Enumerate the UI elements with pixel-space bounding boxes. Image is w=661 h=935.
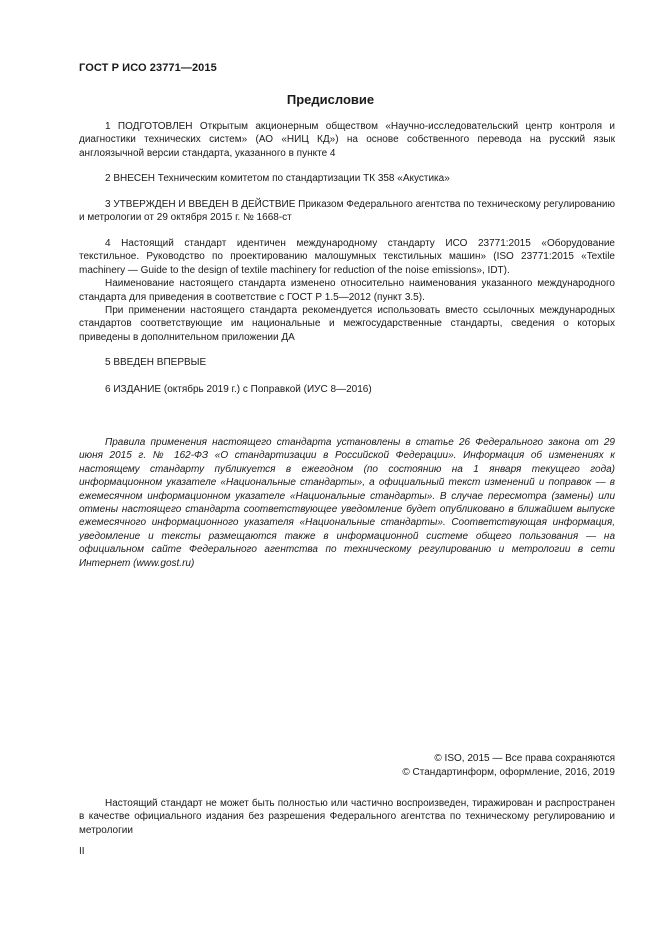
item-1-text: 1 ПОДГОТОВЛЕН Открытым акционерным обществом «Научно-исследовательский центр контроля и диагностики технических систем» (АО «НИЦ КД») на основе собственного перевода на русский язык англоязычной версии стандарта, указанного в пункте 4 xyxy=(79,121,615,159)
rules-notice xyxy=(79,436,615,570)
item-4 xyxy=(79,237,615,344)
reproduction-notice-text: Настоящий стандарт не может быть полностью или частично воспроизведен, тиражирован и распространен в качестве официального издания без разрешения Федерального агентства по техническому регулированию и метрологии xyxy=(79,798,615,836)
copyright-standartinform: © Стандартинформ, оформление, 2016, 2019 xyxy=(402,767,615,778)
item-6-text: 6 ИЗДАНИЕ (октябрь 2019 г.) с Поправкой (ИУС 8—2016) xyxy=(105,384,372,395)
item-5-text: 5 ВВЕДЕН ВПЕРВЫЕ xyxy=(105,357,207,368)
reproduction-notice xyxy=(79,797,615,837)
page-title: Предисловие xyxy=(286,92,375,107)
item-2-text: 2 ВНЕСЕН Техническим комитетом по стандартизации ТК 358 «Акустика» xyxy=(105,173,450,184)
item-6 xyxy=(79,383,615,396)
copyright-iso: © ISO, 2015 — Все права сохраняются xyxy=(434,753,615,764)
item-4-paragraph-1: 4 Настоящий стандарт идентичен международному стандарту ИСО 23771:2015 «Оборудование текстильное. Руководство по проектированию малошумных текстильных машин» (ISO 23771:2015 «Textile machinery — Guide to the design of textile machinery for reduction of the noise emissions», IDT). xyxy=(79,238,615,276)
item-5 xyxy=(79,356,615,369)
item-3-text: 3 УТВЕРЖДЕН И ВВЕДЕН В ДЕЙСТВИЕ Приказом Федерального агентства по техническому регулированию и метрологии от 29 октября 2015 г. № 1668-ст xyxy=(79,199,615,224)
document-id: ГОСТ Р ИСО 23771—2015 xyxy=(79,62,217,74)
item-1 xyxy=(79,120,615,160)
item-4-paragraph-2: Наименование настоящего стандарта изменено относительно наименования указанного международного стандарта для приведения в соответствие с ГОСТ Р 1.5—2012 (пункт 3.5). xyxy=(79,278,615,303)
page-number: II xyxy=(79,846,85,857)
item-3 xyxy=(79,198,615,225)
item-2 xyxy=(79,172,615,185)
item-4-paragraph-3: При применении настоящего стандарта рекомендуется использовать вместо ссылочных международных стандартов соответствующие им национальные и межгосударственные стандарты, сведения о которых приведены в дополнительном приложении ДА xyxy=(79,305,615,343)
rules-notice-text: Правила применения настоящего стандарта установлены в статье 26 Федерального закона от 29 июня 2015 г. № 162-ФЗ «О стандартизации в Российской Федерации». Информация об изменениях к настоящему стандарту публикуется в ежегодном (по состоянию на 1 января текущего года) информационном указателе «Национальные стандарты», а официальный текст изменений и поправок — в ежемесячном информационном указателе «Национальные стандарты». В случае пересмотра (замены) или отмены настоящего стандарта соответствующее уведомление будет опубликовано в ближайшем выпуске ежемесячного информационного указателя «Национальные стандарты». Соответствующая информация, уведомление и тексты размещаются также в информационной системе общего пользования — на официальном сайте Федерального агентства по техническому регулированию и метрологии в сети Интернет (www.gost.ru) xyxy=(79,437,615,569)
